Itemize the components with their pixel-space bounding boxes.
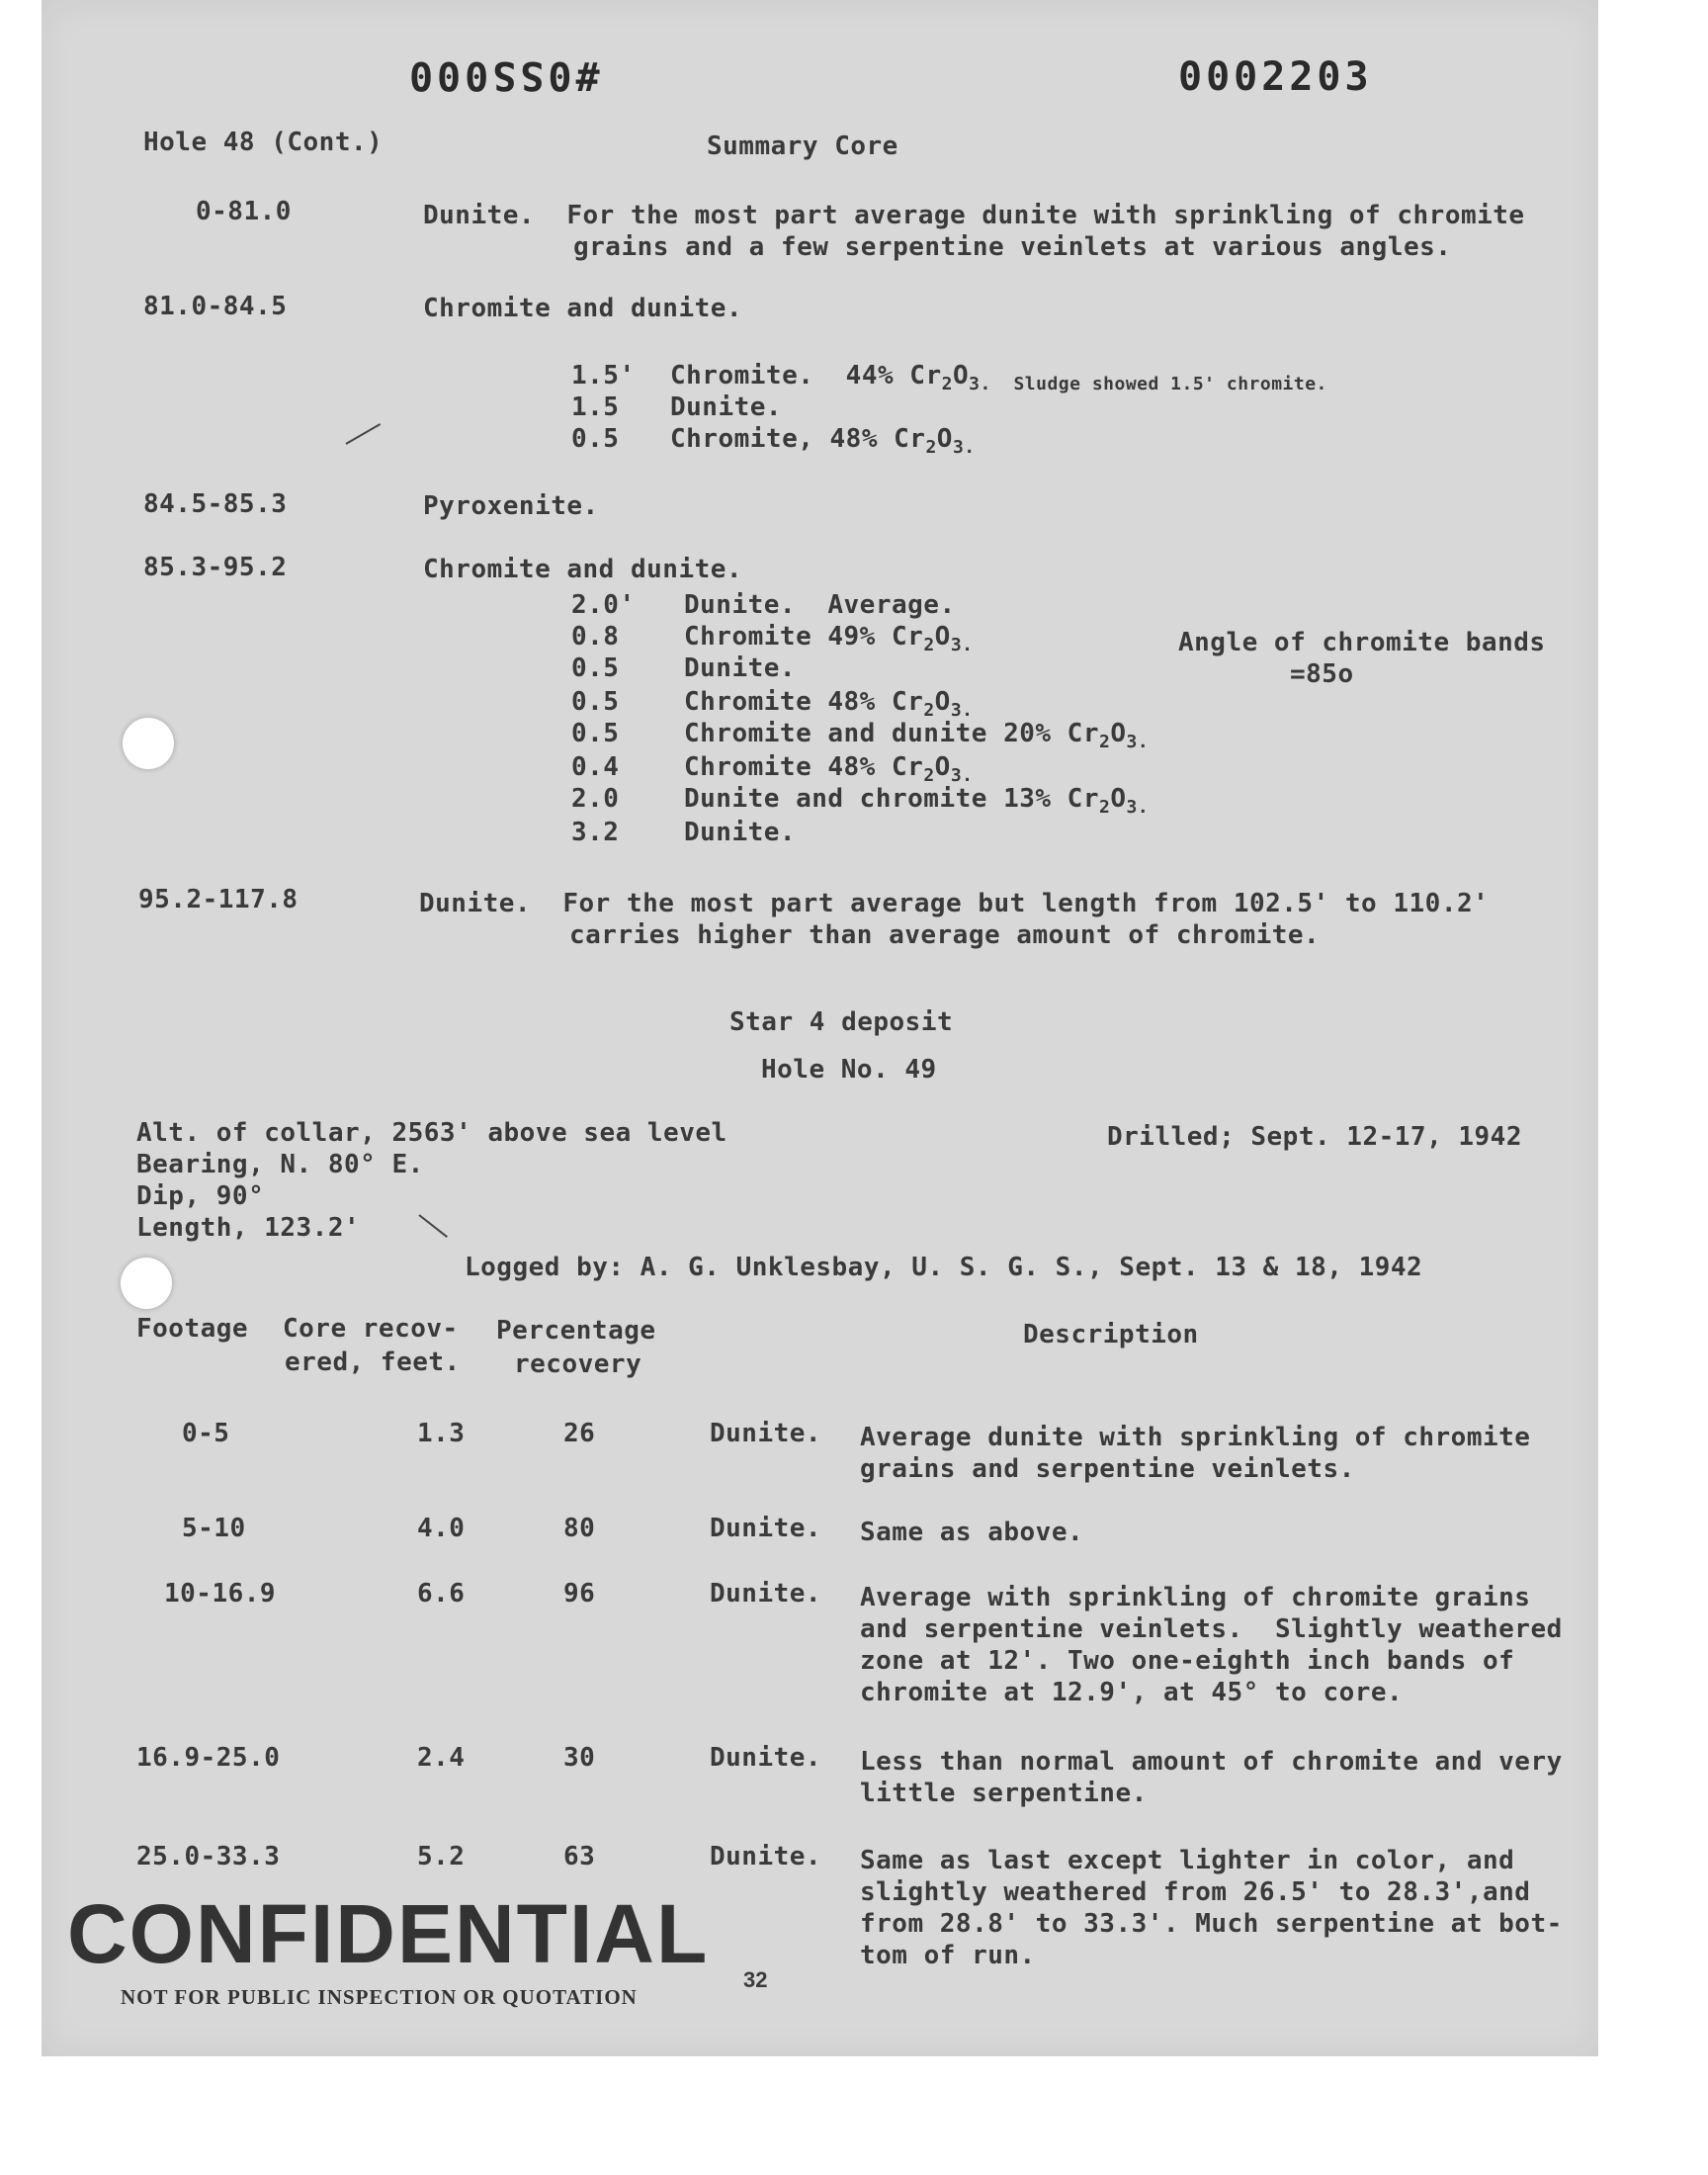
cell-desc: zone at 12'. Two one-eighth inch bands of bbox=[860, 1646, 1515, 1676]
cell-desc: and serpentine veinlets. Slightly weathered bbox=[860, 1614, 1563, 1644]
sub-length: 0.8 bbox=[571, 622, 620, 652]
cell-pct: 63 bbox=[563, 1842, 596, 1871]
col-header-core: ered, feet. bbox=[285, 1348, 461, 1377]
cell-desc: Average dunite with sprinkling of chromite bbox=[860, 1423, 1531, 1452]
sub-desc: Dunite. bbox=[684, 653, 797, 683]
cell-footage: 16.9-25.0 bbox=[136, 1743, 281, 1773]
cell-pct: 26 bbox=[563, 1419, 596, 1448]
cell-desc: grains and serpentine veinlets. bbox=[860, 1454, 1355, 1484]
sub-desc: Chromite and dunite 20% $Cr_2O_{3.}$ bbox=[684, 719, 1150, 752]
angle-value: =85o bbox=[1290, 659, 1354, 689]
cell-desc: Same as above. bbox=[860, 1518, 1084, 1547]
logged-by: Logged by: A. G. Unklesbay, U. S. G. S., Sept. 13 & 18, 1942 bbox=[465, 1253, 1423, 1282]
page-number: 32 bbox=[743, 1967, 768, 1992]
cell-footage: 10-16.9 bbox=[164, 1579, 277, 1609]
summary-text: carries higher than average amount of chromite. bbox=[569, 920, 1321, 950]
cell-core: 1.3 bbox=[417, 1419, 466, 1448]
cell-pct: 30 bbox=[563, 1743, 596, 1773]
sub-length: 0.5 bbox=[571, 719, 620, 748]
collar-dip: Dip, 90° bbox=[136, 1181, 265, 1211]
cell-core: 6.6 bbox=[417, 1579, 466, 1609]
summary-range: 84.5-85.3 bbox=[143, 489, 288, 519]
sub-desc: Chromite 48% $Cr_2O_{3.}$ bbox=[684, 687, 974, 721]
cell-rock: Dunite. bbox=[710, 1514, 822, 1543]
hole-title: Hole No. 49 bbox=[761, 1055, 937, 1085]
sub-length: 0.5 bbox=[571, 687, 620, 717]
cell-desc: Average with sprinkling of chromite grains bbox=[860, 1583, 1531, 1612]
cell-rock: Dunite. bbox=[710, 1743, 822, 1773]
cell-rock: Dunite. bbox=[710, 1842, 822, 1871]
sub-desc: Dunite. bbox=[684, 818, 797, 847]
sub-length: 0.5 bbox=[571, 653, 620, 683]
cell-rock: Dunite. bbox=[710, 1579, 822, 1609]
punch-hole-top bbox=[123, 718, 174, 769]
cell-footage: 5-10 bbox=[182, 1514, 246, 1543]
summary-range: 0-81.0 bbox=[196, 197, 292, 226]
sub-desc: Dunite. Average. bbox=[684, 590, 956, 620]
sub-desc: Chromite. 44% $Cr_2O_{3. Sludge showed 1.5' chromite.}$ bbox=[670, 361, 1327, 394]
sub-length: 2.0 bbox=[571, 784, 620, 814]
summary-range: 81.0-84.5 bbox=[143, 292, 288, 321]
cell-rock: Dunite. bbox=[710, 1419, 822, 1448]
confidential-notice: NOT FOR PUBLIC INSPECTION OR QUOTATION bbox=[121, 1985, 638, 2009]
col-header-footage: Footage bbox=[136, 1314, 249, 1344]
cell-desc: from 28.8' to 33.3'. Much serpentine at bot- bbox=[860, 1909, 1563, 1939]
angle-note: Angle of chromite bands bbox=[1178, 628, 1546, 657]
summary-text: Chromite and dunite. bbox=[423, 294, 743, 323]
punch-hole-bottom bbox=[121, 1258, 172, 1309]
sub-length: 1.5 bbox=[571, 392, 620, 422]
header-title: Summary Core bbox=[707, 131, 898, 161]
sub-desc: Chromite 48% $Cr_2O_{3.}$ bbox=[684, 752, 974, 786]
col-header-pct: recovery bbox=[514, 1349, 642, 1379]
sub-desc: Chromite 49% $Cr_2O_{3.}$ bbox=[684, 622, 974, 655]
section-title: Star 4 deposit bbox=[729, 1007, 954, 1037]
summary-text: Dunite. For the most part average but length from 102.5' to 110.2' bbox=[419, 889, 1490, 918]
cell-desc: chromite at 12.9', at 45° to core. bbox=[860, 1678, 1404, 1707]
summary-text: grains and a few serpentine veinlets at various angles. bbox=[573, 232, 1452, 262]
header-hole: Hole 48 (Cont.) bbox=[143, 128, 384, 157]
sub-length: 1.5' bbox=[571, 361, 636, 391]
sub-length: 0.5 bbox=[571, 424, 620, 454]
cell-desc: little serpentine. bbox=[860, 1779, 1148, 1808]
summary-text: Dunite. For the most part average dunite with sprinkling of chromite bbox=[423, 201, 1525, 230]
cell-footage: 25.0-33.3 bbox=[136, 1842, 281, 1871]
collar-alt: Alt. of collar, 2563' above sea level bbox=[136, 1118, 727, 1148]
cell-desc: Same as last except lighter in color, and bbox=[860, 1846, 1515, 1875]
stamp-number-right: 0002203 bbox=[1178, 54, 1373, 100]
stamp-number-left: #0SS000 bbox=[405, 52, 600, 98]
confidential-stamp: CONFIDENTIAL bbox=[67, 1887, 710, 1980]
summary-range: 85.3-95.2 bbox=[143, 553, 288, 582]
collar-length: Length, 123.2' bbox=[136, 1213, 361, 1243]
cell-desc: tom of run. bbox=[860, 1941, 1036, 1970]
sub-desc: Dunite and chromite 13% $Cr_2O_{3.}$ bbox=[684, 784, 1150, 818]
sub-length: 2.0' bbox=[571, 590, 636, 620]
collar-bearing: Bearing, N. 80° E. bbox=[136, 1150, 424, 1179]
sub-length: 0.4 bbox=[571, 752, 620, 782]
cell-desc: slightly weathered from 26.5' to 28.3',and bbox=[860, 1877, 1531, 1907]
cell-footage: 0-5 bbox=[182, 1419, 230, 1448]
col-header-desc: Description bbox=[1023, 1320, 1199, 1349]
cell-core: 2.4 bbox=[417, 1743, 466, 1773]
drilled-date: Drilled; Sept. 12-17, 1942 bbox=[1107, 1122, 1522, 1152]
cell-core: 5.2 bbox=[417, 1842, 466, 1871]
summary-text: Pyroxenite. bbox=[423, 491, 599, 521]
sub-desc: Dunite. bbox=[670, 392, 783, 422]
col-header-core: Core recov- bbox=[283, 1314, 459, 1344]
cell-core: 4.0 bbox=[417, 1514, 466, 1543]
sub-desc: Chromite, 48% $Cr_2O_{3.}$ bbox=[670, 424, 976, 458]
summary-text: Chromite and dunite. bbox=[423, 555, 743, 584]
cell-pct: 96 bbox=[563, 1579, 596, 1609]
cell-pct: 80 bbox=[563, 1514, 596, 1543]
cell-desc: Less than normal amount of chromite and very bbox=[860, 1747, 1563, 1777]
summary-range: 95.2-117.8 bbox=[138, 885, 299, 914]
col-header-pct: Percentage bbox=[496, 1316, 656, 1346]
sub-length: 3.2 bbox=[571, 818, 620, 847]
